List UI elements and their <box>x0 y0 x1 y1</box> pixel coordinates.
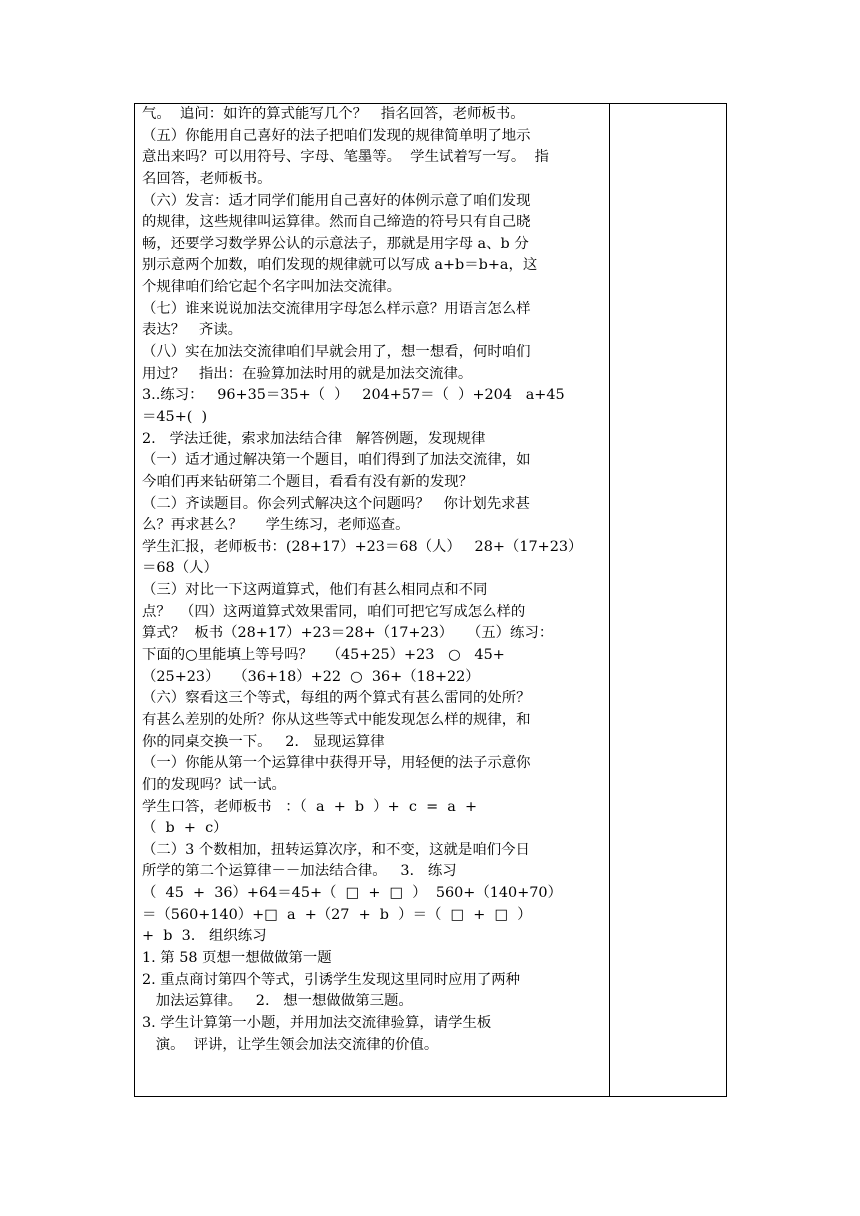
text-line: 1. 第 58 页想一想做做第一题 <box>142 949 332 966</box>
text-line: 2. 学法迁徙，索求加法结合律 解答例题，发现规律 <box>142 430 486 447</box>
text-line: 表达？ 齐读。 <box>142 322 243 339</box>
text-line: （七）谁来说说加法交流律用字母怎么样示意？用语言怎么样 <box>142 300 531 317</box>
text-line: （ b + c） <box>142 820 228 837</box>
text-line: 点？ （四）这两道算式效果雷同，咱们可把它写成怎么样的 <box>142 603 526 620</box>
text-line: 气。 追问：如许的算式能写几个？ 指名回答，老师板书。 <box>142 106 525 122</box>
text-line: 演。 评讲，让学生领会加法交流律的价值。 <box>142 1036 439 1053</box>
text-line: ＝（560+140）+□ a +（27 + b ）＝（ □ + □ ） <box>142 906 532 923</box>
text-line: （六）发言：适才同学们能用自己喜好的体例示意了咱们发现 <box>142 192 531 209</box>
text-line: （八）实在加法交流律咱们早就会用了，想一想看，何时咱们 <box>142 344 531 361</box>
text-line: ＝45+( ) <box>142 408 208 425</box>
text-line: 今咱们再来钻研第二个题目，看看有没有新的发现？ <box>142 473 473 490</box>
text-line: 加法运算律。 2. 想一想做做第三题。 <box>142 993 413 1010</box>
text-line: 有甚么差别的处所？你从这些等式中能发现怎么样的规律，和 <box>142 711 531 728</box>
text-line: 下面的○里能填上等号吗？ （45+25）+23 ○ 45+ <box>142 647 505 664</box>
text-line: 的规律，这些规律叫运算律。然而自己缔造的符号只有自己晓 <box>142 214 531 231</box>
text-line: 用过？ 指出：在验算加法时用的就是加法交流律。 <box>142 365 473 382</box>
text-line: 们的发现吗？试一试。 <box>142 776 286 793</box>
text-line: （ 45 + 36）+64＝45+（ □ + □ ） 560+（140+70） <box>142 885 562 902</box>
text-line: 个规律咱们给它起个名字叫加法交流律。 <box>142 279 402 296</box>
text-line: 你的同桌交换一下。 2. 显现运算律 <box>142 733 385 750</box>
text-line: 别示意两个加数，咱们发现的规律就可以写成 a+b＝b+a，这 <box>142 257 538 274</box>
text-line: 学生汇报，老师板书：(28+17）+23＝68（人） 28+（17+23） <box>142 538 583 555</box>
text-line: 意出来吗？可以用符号、字母、笔墨等。 学生试着写一写。 指 <box>142 149 549 166</box>
notes-cell <box>610 104 726 1096</box>
text-line: 么？再求甚么？ 学生练习，老师巡查。 <box>142 517 410 534</box>
text-line: 3. 学生计算第一小题，并用加法交流律验算，请学生板 <box>142 1014 492 1031</box>
text-line: （一）你能从第一个运算律中获得开导，用轻便的法子示意你 <box>142 755 531 772</box>
text-line: 2. 重点商讨第四个等式，引诱学生发现这里同时应用了两种 <box>142 971 521 988</box>
text-line: 学生口答，老师板书 ：（ a + b ）+ c = a + <box>142 798 478 815</box>
text-line: （25+23） （36+18）+22 ○ 36+（18+22） <box>142 668 480 685</box>
text-line: （五）你能用自己喜好的法子把咱们发现的规律简单明了地示 <box>142 127 531 144</box>
text-line: 所学的第二个运算律－－加法结合律。 3. 练习 <box>142 863 457 880</box>
text-line: （二）3 个数相加，扭转运算次序，和不变，这就是咱们今日 <box>142 841 530 858</box>
text-line: （三）对比一下这两道算式，他们有甚么相同点和不同 <box>142 582 488 599</box>
lesson-content-cell <box>142 104 604 1056</box>
text-line: 算式？ 板书（28+17）+23＝28+（17+23） （五）练习： <box>142 625 554 642</box>
lesson-table <box>134 103 727 1097</box>
text-line: ＝68（人） <box>142 560 218 577</box>
text-line: （二）齐读题目。你会列式解决这个问题吗？ 你计划先求甚 <box>142 495 530 512</box>
text-line: （六）察看这三个等式，每组的两个算式有甚么雷同的处所？ <box>142 690 531 707</box>
text-line: + b 3. 组织练习 <box>142 928 267 945</box>
text-line: 3..练习： 96+35＝35+（ ） 204+57＝（ ）+204 a+45 <box>142 387 565 404</box>
text-line: 名回答，老师板书。 <box>142 170 272 187</box>
text-line: 畅，还要学习数学界公认的示意法子，那就是用字母 a、b 分 <box>142 235 529 252</box>
text-line: （一）适才通过解决第一个题目，咱们得到了加法交流律，如 <box>142 452 531 469</box>
